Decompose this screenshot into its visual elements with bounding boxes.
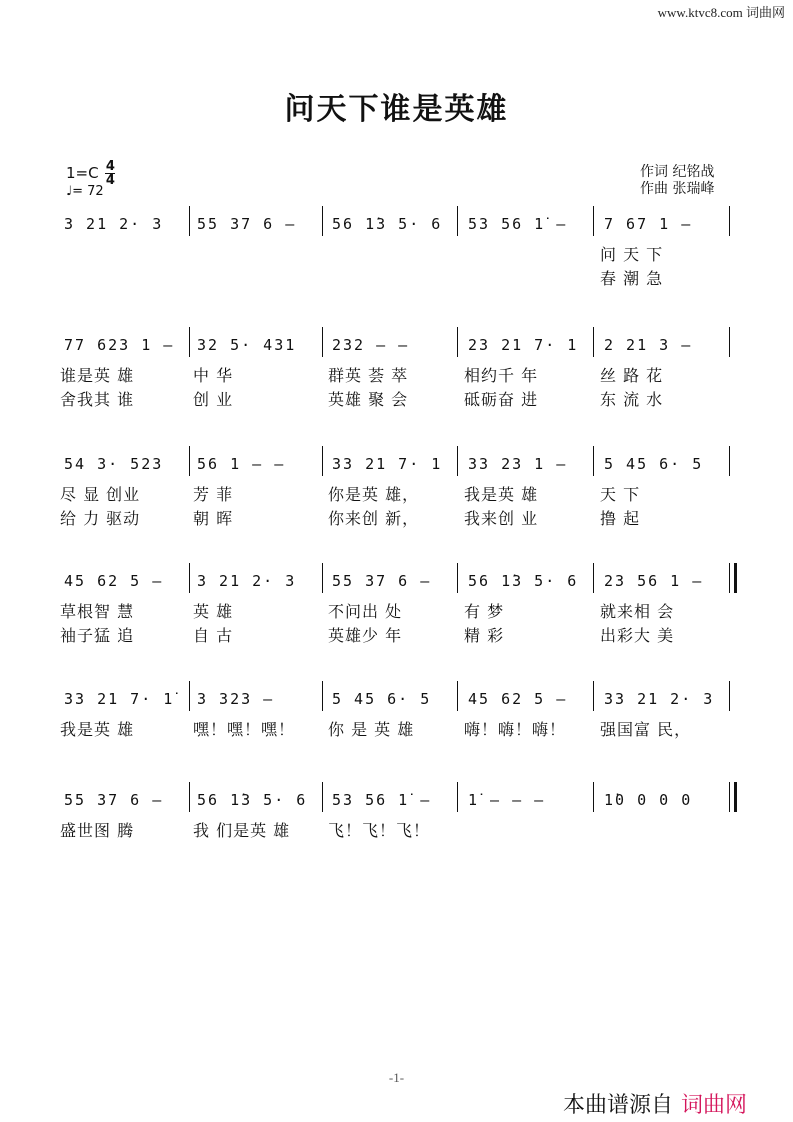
measure: 1̇0 0 0 0 [604, 791, 693, 809]
barline [189, 681, 190, 711]
lyric-line: 精 彩 [464, 626, 505, 645]
barline [189, 782, 190, 812]
measure: 56 1 – – [197, 455, 286, 473]
lyric-line: 砥砺奋 进 [464, 390, 539, 409]
lyric-line: 英雄少 年 [328, 626, 403, 645]
key-signature [66, 160, 115, 187]
measure: 33 21 7· 1̇ [64, 690, 175, 708]
time-signature [105, 160, 115, 187]
measure: 45 62 5 – [468, 690, 568, 708]
lyric-line: 谁是英 雄 [60, 366, 135, 385]
lyric-line: 我 们是英 雄 [193, 821, 291, 840]
source-credit [563, 1088, 747, 1119]
lyric-line: 英 雄 [193, 602, 234, 621]
page-number: -1- [388, 1070, 405, 1085]
barline [457, 681, 458, 711]
score-row [58, 452, 734, 476]
lyric-line: 天 下 [600, 485, 641, 504]
barline [593, 446, 594, 476]
lyric-line: 我是英 雄 [60, 720, 135, 739]
lyric-line: 相约千 年 [464, 366, 539, 385]
composer-credit: 作曲 张瑞峰 [640, 181, 715, 197]
barline [457, 782, 458, 812]
lyric-line: 东 流 水 [600, 390, 664, 409]
barline [729, 563, 737, 593]
barline [322, 681, 323, 711]
measure: 33 21 2· 3 [604, 690, 715, 708]
source-brand: 词曲网 [681, 1093, 748, 1118]
measure: 7 67 1 – [604, 215, 693, 233]
measure: 55 37 6 – [332, 572, 432, 590]
measure: 3 21 2· 3 [64, 215, 164, 233]
measure: 55 37 6 – [64, 791, 164, 809]
measure: 33 21 7· 1 [332, 455, 443, 473]
barline [729, 681, 730, 711]
barline [729, 446, 730, 476]
lyric-line: 草根智 慧 [60, 602, 135, 621]
measure: 2 21 3 – [604, 336, 693, 354]
barline [189, 563, 190, 593]
time-denominator: 4 [105, 173, 115, 188]
lyric-line: 你 是 英 雄 [328, 720, 415, 739]
lyric-line: 有 梦 [464, 602, 505, 621]
measure: 56 1̇3 5· 6 [468, 572, 579, 590]
barline [729, 782, 737, 812]
lyric-line: 你是英 雄， [328, 485, 420, 504]
lyric-line: 朝 晖 [193, 509, 234, 528]
measure: 77 623 1 – [64, 336, 175, 354]
barline [457, 446, 458, 476]
measure: 32 5· 431 [197, 336, 297, 354]
measure: 53 56 1̇ – [468, 215, 568, 233]
barline [322, 446, 323, 476]
lyric-line: 自 古 [193, 626, 234, 645]
lyric-line: 强国富 民， [600, 720, 692, 739]
barline [322, 327, 323, 357]
measure: 5 45 6· 5 [332, 690, 432, 708]
barline [729, 206, 730, 236]
barline [729, 327, 730, 357]
lyric-line: 群英 荟 萃 [328, 366, 409, 385]
lyric-line: 舍我其 谁 [60, 390, 135, 409]
barline [189, 206, 190, 236]
barline [593, 563, 594, 593]
score-row [58, 333, 734, 357]
lyric-line: 问 天 下 [600, 245, 664, 264]
barline [457, 563, 458, 593]
measure: 23 21 7· 1 [468, 336, 579, 354]
barline [593, 782, 594, 812]
song-title: 问天下谁是英雄 [284, 92, 509, 127]
lyric-line: 盛世图 腾 [60, 821, 135, 840]
lyric-line: 给 力 驱动 [60, 509, 141, 528]
lyric-line: 嘿！嘿！嘿！ [193, 720, 296, 739]
score-row [58, 687, 734, 711]
measure: 56 1̇3 5· 6 [332, 215, 443, 233]
lyric-line: 我是英 雄 [464, 485, 539, 504]
lyric-line: 撸 起 [600, 509, 641, 528]
barline [189, 446, 190, 476]
lyric-line: 创 业 [193, 390, 234, 409]
measure: 54 3· 523 [64, 455, 164, 473]
measure: 232 – – [332, 336, 410, 354]
barline [322, 563, 323, 593]
lyric-line: 芳 菲 [193, 485, 234, 504]
measure: 45 62 5 – [64, 572, 164, 590]
score-row [58, 569, 734, 593]
lyric-line: 飞！飞！飞！ [328, 821, 431, 840]
measure: 55 37 6 – [197, 215, 297, 233]
lyric-line: 丝 路 花 [600, 366, 664, 385]
site-watermark: www.ktvc8.com 词曲网 [657, 5, 785, 20]
score-row [58, 212, 734, 236]
barline [457, 206, 458, 236]
measure: 23 56 1 – [604, 572, 704, 590]
lyric-line: 就来相 会 [600, 602, 675, 621]
measure: 1̇ – – – [468, 791, 546, 809]
lyric-line: 我来创 业 [464, 509, 539, 528]
barline [189, 327, 190, 357]
barline [593, 327, 594, 357]
measure: 53 56 1̇ – [332, 791, 432, 809]
credits [640, 164, 714, 198]
measure: 3 323 – [197, 690, 275, 708]
barline [593, 206, 594, 236]
lyric-line: 你来创 新， [328, 509, 420, 528]
score-row [58, 788, 734, 812]
measure: 33 23 1 – [468, 455, 568, 473]
barline [593, 681, 594, 711]
lyric-line: 英雄 聚 会 [328, 390, 409, 409]
lyric-line: 春 潮 急 [600, 269, 664, 288]
key-tonic: 1=C [66, 164, 99, 182]
measure: 5 45 6· 5 [604, 455, 704, 473]
barline [322, 206, 323, 236]
barline [457, 327, 458, 357]
tempo-marking: ♩= 72 [66, 184, 104, 199]
lyric-line: 嗨！嗨！嗨！ [464, 720, 567, 739]
barline [322, 782, 323, 812]
lyric-line: 中 华 [193, 366, 234, 385]
measure: 56 1̇3 5· 6 [197, 791, 308, 809]
lyric-line: 不问出 处 [328, 602, 403, 621]
time-numerator: 4 [105, 159, 115, 174]
measure: 3 21 2· 3 [197, 572, 297, 590]
lyricist-credit: 作词 纪铭战 [640, 164, 715, 180]
lyric-line: 尽 显 创业 [60, 485, 141, 504]
source-label: 本曲谱源自 [563, 1093, 674, 1118]
lyric-line: 出彩大 美 [600, 626, 675, 645]
lyric-line: 袖子猛 追 [60, 626, 135, 645]
